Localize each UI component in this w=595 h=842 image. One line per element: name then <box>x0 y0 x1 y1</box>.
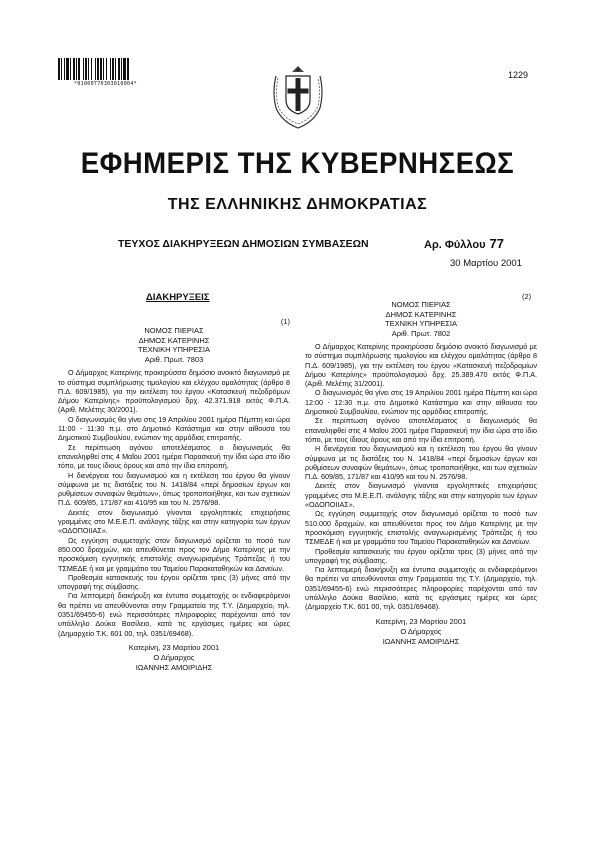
barcode-bar <box>123 58 126 80</box>
paragraph: Ο διαγωνισμός θα γίνει στις 19 Απριλίου 2001 ημέρα Πέμπτη και ώρα 12:00 - 12:30 π.μ. στο Δημοτικό Κατάστημα και στην αίθουσα του Δημοτικού Συμβουλίου, ενώπιον της αρμόδιας επιτροπής. <box>305 388 537 417</box>
barcode-bar <box>70 58 71 80</box>
paragraph: Δεκτές στον διαγωνισμό γίνονται εργοληπτικές επιχειρήσεις γραμμένες στο Μ.Ε.Ε.Π. ανάλογης τάξης και στην κατηγορία των έργων «ΟΔΟΠΟΙΙΑΣ». <box>58 507 290 536</box>
announcement-2 <box>305 300 537 647</box>
paragraph: Για λεπτομερή διακήρυξη και έντυπα συμμετοχής οι ενδιαφερόμενοι θα πρέπει να απευθύνονται στην Γραμματεία της Τ.Υ. (Δημαρχείο, τηλ. 0351/69455-6) ενώ περισσότερες πληροφορίες παρέχονται από τον υπάλληλο Δούκα Βασίλειο, κατά τις εργάσιμες ημέρες και ώρες (Δημαρχείο Τ.Κ. 601 00, τηλ. 0351/69468). <box>305 565 537 612</box>
signature-block <box>305 617 537 647</box>
barcode-bar <box>100 58 102 80</box>
department: ΤΕΧΝΙΚΗ ΥΠΗΡΕΣΙΑ <box>137 345 210 355</box>
barcode-bar <box>97 58 99 80</box>
paragraph: Ο Δήμαρχος Κατερίνης προκηρύσσει δημόσιο ανοικτό διαγωνισμό με το σύστημα συμπλήρωσης τιμολογίου και ελέγχου ομαλότητας (άρθρο 8 Π.Δ. 609/1985), για την εκτέλεση του έργου «Κατασκευή πεζοδρομίων Δήμου Κατερίνης» προϋπολογισμού δρχ. 25.389.470 εκτός Φ.Π.Α. (Αριθ. Μελέτης 31/2001). <box>305 342 537 389</box>
paragraph: Ως εγγύηση συμμετοχής στον διαγωνισμό ορίζεται το ποσό των 510.000 δραχμών, και απευθύνεται προς τον Δήμο Κατερίνης με την προσκόμιση εγγυητικής επιστολής αναγνωρισμένης Τράπεζας ή του ΤΣΜΕΔΕ ή και με γραμμάτιο του Ταμείου Παρακαταθηκών και Δανείων. <box>305 509 537 547</box>
gazette-subtitle: ΤΗΣ ΕΛΛΗΝΙΚΗΣ ΔΗΜΟΚΡΑΤΙΑΣ <box>167 196 428 213</box>
barcode-bar <box>115 58 116 80</box>
barcode-number: *01000770303010004* <box>74 81 137 87</box>
barcode-graphic <box>58 58 153 80</box>
paragraph: Δεκτές στον διαγωνισμό γίνονται εργοληπτικές επιχειρήσεις γραμμένες στο Μ.Ε.Ε.Π. ανάλογης τάξης και στην κατηγορία των έργων «ΟΔΟΠΟΙΙΑΣ». <box>305 481 537 510</box>
barcode <box>58 58 153 87</box>
sheet-label: Αρ. Φύλλου <box>424 239 486 251</box>
barcode-bar <box>58 58 60 80</box>
barcode-bar <box>95 58 96 80</box>
place-date: Κατερίνη, 23 Μαρτίου 2001 <box>375 616 467 626</box>
announcement-number: (2) <box>522 292 532 301</box>
protocol-number: Αριθ. Πρωτ. 7803 <box>144 354 204 364</box>
paragraph: Η διενέργεια του διαγωνισμού και η εκτέλεση του έργου θα γίνουν σύμφωνα με τις διατάξεις του Ν. 1418/84 «περί δημοσίων έργων και ρυθμίσεων συναφών θεμάτων», όπως τροποποιήθηκε, και των σχετικών Π.Δ. 609/85, 171/87 και 410/95 και του Ν. 2576/98. <box>58 470 290 508</box>
barcode-bar <box>121 58 122 80</box>
paragraph: Ως εγγύηση συμμετοχής στον διαγωνισμό ορίζεται το ποσό των 850.000 δραχμών, και απευθύνεται προς τον Δήμο Κατερίνης με την προσκόμιση εγγυητικής επιστολής αναγνωρισμένης Τράπεζας ή του ΤΣΜΕΔΕ ή και με γραμμάτιο του Ταμείου Παρακαταθηκών και Δανείων. <box>58 535 290 573</box>
signatory-title: Ο Δήμαρχος <box>153 652 195 662</box>
barcode-bar <box>112 58 114 80</box>
sheet-number: 77 <box>489 236 504 251</box>
page-number: 1229 <box>508 70 529 80</box>
signature-block <box>58 643 290 673</box>
gazette-title: ΕΦΗΜΕΡΙΣ ΤΗΣ ΚΥΒΕΡΝΗΣΕΩΣ <box>80 147 515 180</box>
paragraph: Σε περίπτωση αγόνου αποτελέσματος ο διαγωνισμός θα επαναληφθεί στις 4 Μαΐου 2001 ημέρα Παρασκευή την ίδια ώρα στο ίδιο τόπο, με τους ίδιους όρους και από την ίδια επιτροπή. <box>305 416 537 444</box>
barcode-bar <box>73 58 75 80</box>
barcode-bar <box>64 58 65 80</box>
issue-type: ΤΕΥΧΟΣ ΔΙΑΚΗΡΥΞΕΩΝ ΔΗΜΟΣΙΩΝ ΣΥΜΒΑΣΕΩΝ <box>118 238 369 250</box>
section-heading: ΔΙΑΚΗΡΥΞΕΙΣ <box>146 292 210 303</box>
paragraph: Προθεσμία κατασκευής του έργου ορίζεται τρεις (3) μήνες από την υπογραφή της σύμβασης. <box>305 546 537 565</box>
signatory-name: ΙΩΑΝΝΗΣ ΑΜΟΙΡΙΔΗΣ <box>382 636 460 646</box>
municipality: ΔΗΜΟΣ ΚΑΤΕΡΙΝΗΣ <box>138 335 210 345</box>
municipality: ΔΗΜΟΣ ΚΑΤΕΡΙΝΗΣ <box>385 309 457 319</box>
barcode-bar <box>106 58 107 80</box>
barcode-bar <box>83 58 84 80</box>
signatory-title: Ο Δήμαρχος <box>400 626 442 636</box>
paragraph: Σε περίπτωση αγόνου αποτελέσματος ο διαγωνισμός θα επαναληφθεί στις 4 Μαΐου 2001 ημέρα Παρασκευή την ίδια ώρα στο ίδιο τόπο, με τους ίδιους όρους και από την ίδια επιτροπή. <box>58 442 290 471</box>
announcement-header <box>58 326 290 364</box>
barcode-bar <box>85 58 87 80</box>
barcode-bar <box>110 58 111 80</box>
barcode-bar <box>91 58 92 80</box>
barcode-bar <box>76 58 77 80</box>
barcode-bar <box>88 58 89 80</box>
greek-coat-of-arms-icon <box>268 62 328 132</box>
barcode-bar <box>61 58 62 80</box>
barcode-bar <box>103 58 104 80</box>
publication-date: 30 Μαρτίου 2001 <box>450 258 522 269</box>
signatory-name: ΙΩΑΝΝΗΣ ΑΜΟΙΡΙΔΗΣ <box>135 662 213 672</box>
prefecture: ΝΟΜΟΣ ΠΙΕΡΙΑΣ <box>391 300 451 309</box>
paragraph: Ο διαγωνισμός θα γίνει στις 19 Απριλίου 2001 ημέρα Πέμπτη και ώρα 11:00 - 11:30 π.μ. στο Δημοτικό Κατάστημα και στην αίθουσα του Δημοτικού Συμβουλίου, ενώπιον της αρμόδιας επιτροπής. <box>58 414 290 443</box>
department: ΤΕΧΝΙΚΗ ΥΠΗΡΕΣΙΑ <box>384 319 457 328</box>
barcode-bar <box>78 58 80 80</box>
paragraph: Προθεσμία κατασκευής του έργου ορίζεται τρεις (3) μήνες από την υπογραφή της σύμβασης. <box>58 572 290 592</box>
sheet-number-block <box>424 236 504 251</box>
place-date: Κατερίνη, 23 Μαρτίου 2001 <box>128 642 220 652</box>
barcode-bar <box>66 58 69 80</box>
paragraph: Για λεπτομερή διακήρυξη και έντυπα συμμετοχής οι ενδιαφερόμενοι θα πρέπει να απευθύνονται στην Γραμματεία της Τ.Υ. (Δημαρχείο, τηλ. 0351/69455-6) ενώ περισσότερες πληροφορίες παρέχονται από τον υπάλληλο Δούκα Βασίλειο, κατά τις εργάσιμες ημέρες και ώρες (Δημαρχείο Τ.Κ. 601 00, τηλ. 0351/69468). <box>58 591 290 638</box>
announcement-number: (1) <box>280 317 290 326</box>
barcode-bar <box>118 58 120 80</box>
prefecture: ΝΟΜΟΣ ΠΙΕΡΙΑΣ <box>144 326 204 336</box>
paragraph: Η διενέργεια του διαγωνισμού και η εκτέλεση του έργου θα γίνουν σύμφωνα με τις διατάξεις του Ν. 1418/84 «περί δημοσίων έργων και ρυθμίσεων συναφών θεμάτων», όπως τροποποιήθηκε, και των σχετικών Π.Δ. 609/85, 171/87 και 410/95 και του Ν. 2576/98. <box>305 444 537 482</box>
announcement-header <box>305 300 537 338</box>
paragraph: Ο Δήμαρχος Κατερίνης προκηρύσσει δημόσιο ανοικτό διαγωνισμό με το σύστημα συμπλήρωσης τιμολογίου και ελέγχου ομαλότητας (άρθρο 8 Π.Δ. 609/1985), για την εκτέλεση του έργου «Κατασκευή πεζοδρόμων Δήμου Κατερίνης» προϋπολογισμού δρχ. 42.371.918 εκτός Φ.Π.Α. (Αριθ. Μελέτης 30/2001). <box>58 368 290 415</box>
protocol-number: Αριθ. Πρωτ. 7802 <box>391 328 451 338</box>
announcement-1 <box>58 317 290 673</box>
barcode-bar <box>127 58 129 80</box>
